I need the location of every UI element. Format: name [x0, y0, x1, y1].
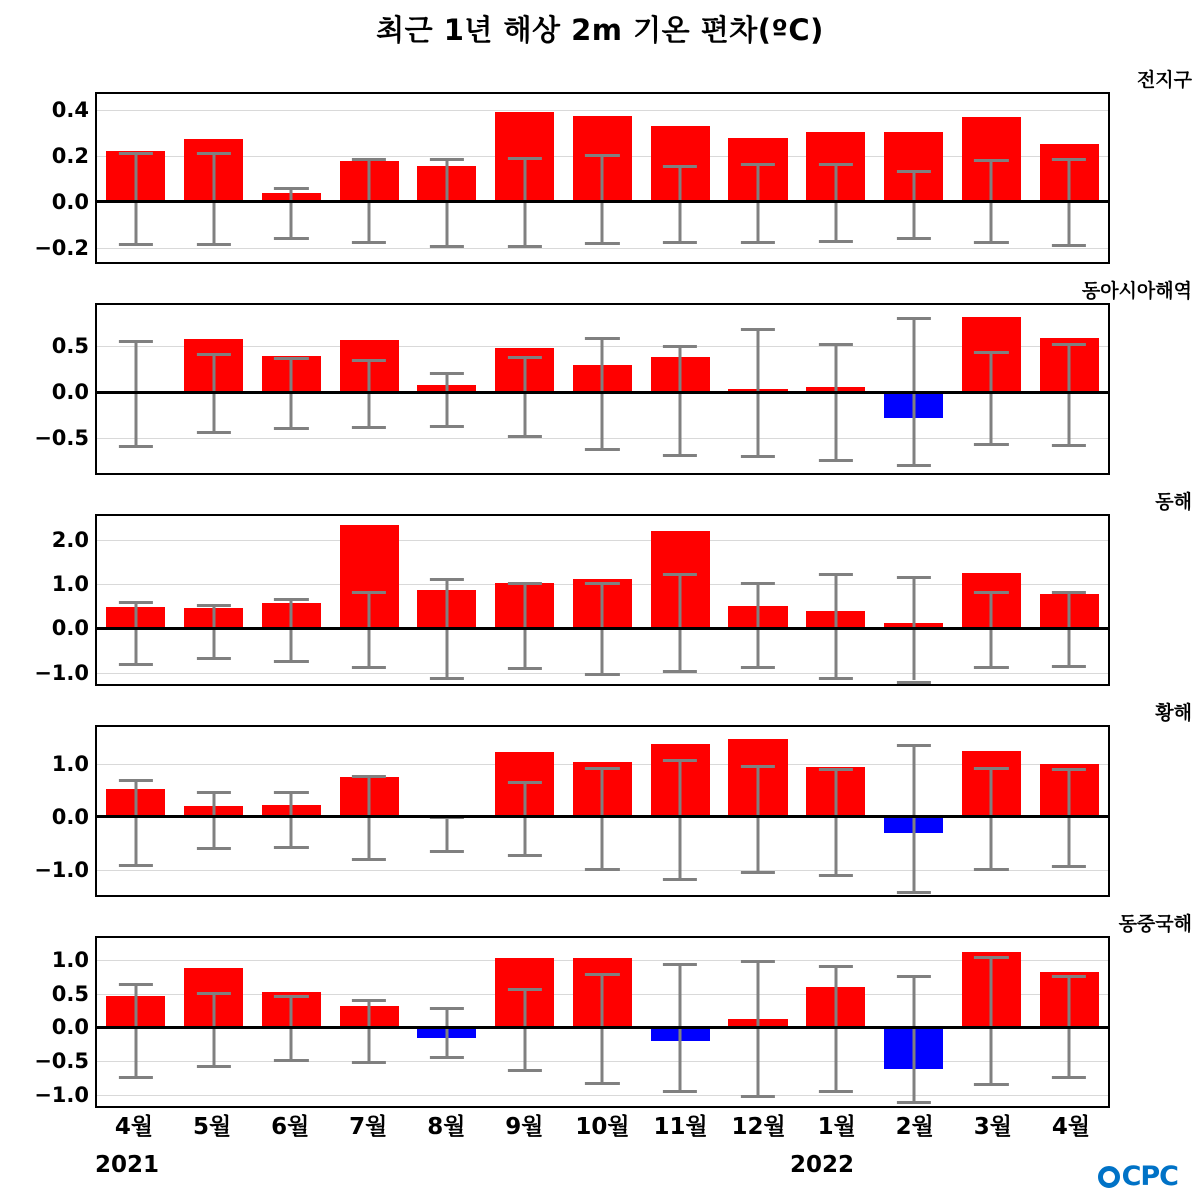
bar-slot	[330, 94, 408, 262]
y-axis-tick-label: 2.0	[51, 528, 89, 553]
error-bar	[679, 345, 682, 454]
y-axis-tick-label: 0.5	[51, 334, 89, 359]
panel-title: 동아시아해역	[1081, 280, 1192, 302]
panel-title: 동중국해	[1118, 913, 1192, 935]
x-axis-year-right: 2022	[790, 1152, 855, 1178]
bar-slot	[719, 938, 797, 1106]
error-bar-cap-bottom	[974, 1083, 1008, 1086]
error-bar-cap-bottom	[741, 871, 775, 874]
error-bar	[134, 983, 137, 1076]
chart-panel	[0, 913, 1200, 1108]
error-bar-cap-top	[1052, 343, 1086, 346]
error-bar-cap-top	[1052, 975, 1086, 978]
error-bar-cap-top	[585, 337, 619, 340]
error-bar-cap-top	[119, 779, 153, 782]
x-axis-year-left: 2021	[95, 1152, 160, 1178]
error-bar-cap-top	[819, 768, 853, 771]
bar-slot	[1030, 305, 1108, 473]
cpc-logo	[1098, 1161, 1178, 1192]
page-title: 최근 1년 해상 2m 기온 편차(ºC)	[376, 13, 824, 47]
error-bar-cap-top	[352, 775, 386, 778]
error-bar-cap-bottom	[352, 241, 386, 244]
bar-slot	[175, 516, 253, 684]
error-bar-cap-top	[197, 152, 231, 155]
error-bar-cap-top	[819, 163, 853, 166]
error-bar-cap-top	[508, 781, 542, 784]
error-bar-cap-bottom	[896, 891, 930, 894]
error-bar-cap-bottom	[197, 847, 231, 850]
error-bar-cap-top	[974, 956, 1008, 959]
error-bar-cap-top	[585, 582, 619, 585]
error-bar	[445, 816, 448, 850]
error-bar-cap-top	[741, 960, 775, 963]
error-bar-cap-top	[1052, 591, 1086, 594]
error-bar-cap-bottom	[274, 660, 308, 663]
error-bar-cap-bottom	[508, 245, 542, 248]
error-bar-cap-top	[819, 343, 853, 346]
error-bar-cap-top	[974, 591, 1008, 594]
error-bar-cap-top	[197, 604, 231, 607]
bar-slot	[486, 305, 564, 473]
error-bar-cap-bottom	[274, 237, 308, 240]
y-axis-tick-label: −0.5	[34, 1049, 89, 1074]
error-bar-cap-bottom	[508, 854, 542, 857]
error-bar-cap-bottom	[741, 666, 775, 669]
error-bar-cap-top	[896, 576, 930, 579]
bar-slot	[564, 938, 642, 1106]
bar-slot	[97, 938, 175, 1106]
error-bar-cap-bottom	[741, 455, 775, 458]
error-bar	[990, 351, 993, 443]
error-bar-cap-bottom	[819, 874, 853, 877]
bar-slot	[330, 516, 408, 684]
error-bar	[601, 154, 604, 242]
error-bar-cap-top	[585, 973, 619, 976]
error-bar-cap-top	[741, 765, 775, 768]
error-bar-cap-bottom	[663, 241, 697, 244]
bar-slot	[564, 305, 642, 473]
error-bar	[834, 343, 837, 459]
error-bar-cap-bottom	[663, 1090, 697, 1093]
error-bar-cap-bottom	[508, 435, 542, 438]
error-bar-cap-top	[585, 154, 619, 157]
error-bar-cap-bottom	[663, 454, 697, 457]
bar-slot	[97, 305, 175, 473]
error-bar	[834, 573, 837, 677]
y-axis-tick-label: −0.5	[34, 426, 89, 451]
bar-slot	[719, 94, 797, 262]
bar-series	[97, 727, 1108, 895]
plot-area	[34, 514, 1110, 686]
error-bar-cap-bottom	[508, 667, 542, 670]
x-axis-tick-label: 3월	[973, 1114, 1012, 1140]
x-axis	[95, 1108, 1110, 1168]
bar-slot	[875, 938, 953, 1106]
error-bar	[679, 573, 682, 670]
panel-title: 황해	[1155, 702, 1192, 724]
bar-slot	[719, 727, 797, 895]
plot-area	[34, 92, 1110, 264]
error-bar	[212, 604, 215, 657]
error-bar	[523, 356, 526, 435]
error-bar	[757, 582, 760, 666]
error-bar-cap-bottom	[430, 425, 464, 428]
error-bar-cap-top	[274, 187, 308, 190]
error-bar-cap-bottom	[352, 666, 386, 669]
zero-axis-line	[97, 200, 1108, 203]
error-bar-cap-top	[119, 340, 153, 343]
y-axis-tick-label: 0.0	[51, 616, 89, 641]
bar-slot	[97, 727, 175, 895]
bar-slot	[641, 305, 719, 473]
bar-slot	[641, 938, 719, 1106]
bar-slot	[797, 305, 875, 473]
error-bar-cap-bottom	[197, 431, 231, 434]
bar-slot	[486, 94, 564, 262]
bar-series	[97, 94, 1108, 262]
zero-axis-line	[97, 1026, 1108, 1029]
error-bar-cap-top	[896, 975, 930, 978]
zero-axis-line	[97, 627, 1108, 630]
bar-slot	[952, 94, 1030, 262]
error-bar	[368, 999, 371, 1061]
error-bar-cap-bottom	[197, 657, 231, 660]
error-bar-cap-top	[585, 767, 619, 770]
error-bar-cap-bottom	[430, 245, 464, 248]
bar-slot	[1030, 938, 1108, 1106]
logo-text: CPC	[1121, 1161, 1178, 1192]
bar-slot	[330, 727, 408, 895]
error-bar-cap-bottom	[819, 459, 853, 462]
bar-slot	[253, 305, 331, 473]
error-bar-cap-top	[352, 591, 386, 594]
error-bar-cap-bottom	[1052, 244, 1086, 247]
error-bar-cap-top	[663, 963, 697, 966]
error-bar	[834, 768, 837, 874]
y-axis-tick-label: 0.5	[51, 981, 89, 1006]
error-bar-cap-bottom	[197, 1065, 231, 1068]
bar-series	[97, 516, 1108, 684]
bar-slot	[1030, 727, 1108, 895]
error-bar-cap-top	[819, 573, 853, 576]
error-bar-cap-bottom	[119, 445, 153, 448]
error-bar-cap-top	[896, 317, 930, 320]
chart-panel	[0, 702, 1200, 897]
x-axis-tick-label: 2월	[895, 1114, 934, 1140]
y-axis-tick-label: 1.0	[51, 752, 89, 777]
chart-panel	[0, 280, 1200, 475]
error-bar-cap-top	[896, 744, 930, 747]
error-bar-cap-top	[974, 351, 1008, 354]
error-bar	[134, 779, 137, 864]
y-axis-tick-label: 0.2	[51, 143, 89, 168]
y-axis-tick-label: −1.0	[34, 660, 89, 685]
error-bar-cap-bottom	[663, 878, 697, 881]
bar-slot	[330, 938, 408, 1106]
plot-area	[34, 725, 1110, 897]
error-bar-cap-bottom	[1052, 1076, 1086, 1079]
error-bar-cap-top	[430, 158, 464, 161]
error-bar-cap-bottom	[741, 1095, 775, 1098]
y-axis-tick-label: 0.0	[51, 380, 89, 405]
x-axis-tick-label: 7월	[349, 1114, 388, 1140]
error-bar-cap-top	[274, 791, 308, 794]
error-bar-cap-top	[274, 598, 308, 601]
error-bar-cap-top	[119, 983, 153, 986]
error-bar	[912, 975, 915, 1101]
error-bar-cap-bottom	[585, 868, 619, 871]
error-bar	[134, 152, 137, 243]
error-bar-cap-top	[197, 353, 231, 356]
bar-slot	[408, 305, 486, 473]
plot-area	[34, 936, 1110, 1108]
bar-slot	[97, 516, 175, 684]
bar-slot	[408, 94, 486, 262]
error-bar-cap-bottom	[274, 1059, 308, 1062]
error-bar-cap-bottom	[508, 1069, 542, 1072]
error-bar-cap-bottom	[663, 670, 697, 673]
error-bar-cap-bottom	[741, 241, 775, 244]
bar-slot	[641, 727, 719, 895]
y-axis-tick-label: 0.0	[51, 189, 89, 214]
bar-slot	[564, 727, 642, 895]
bar-slot	[175, 727, 253, 895]
bar-slot	[797, 727, 875, 895]
error-bar-cap-bottom	[352, 858, 386, 861]
x-axis-tick-label: 4월	[1051, 1114, 1091, 1140]
error-bar-cap-top	[1052, 158, 1086, 161]
zero-axis-line	[97, 391, 1108, 394]
x-axis-tick-label: 12월	[731, 1114, 786, 1140]
error-bar-cap-bottom	[1052, 665, 1086, 668]
error-bar-cap-top	[741, 163, 775, 166]
error-bar-cap-bottom	[352, 426, 386, 429]
x-axis-tick-label: 10월	[575, 1114, 630, 1140]
error-bar	[990, 956, 993, 1083]
error-bar-cap-top	[663, 345, 697, 348]
error-bar-cap-top	[119, 152, 153, 155]
error-bar	[212, 152, 215, 243]
error-bar-cap-top	[430, 578, 464, 581]
bar-slot	[253, 516, 331, 684]
error-bar-cap-top	[663, 573, 697, 576]
bar-slot	[952, 516, 1030, 684]
bar-slot	[253, 938, 331, 1106]
y-axis-tick-label: 1.0	[51, 947, 89, 972]
error-bar-cap-bottom	[197, 243, 231, 246]
error-bar-cap-top	[119, 601, 153, 604]
bar-slot	[875, 94, 953, 262]
bar-slot	[486, 516, 564, 684]
error-bar-cap-bottom	[819, 677, 853, 680]
bar-slot	[875, 305, 953, 473]
bar-slot	[719, 305, 797, 473]
bar-slot	[1030, 516, 1108, 684]
error-bar-cap-bottom	[896, 1101, 930, 1104]
bar-slot	[1030, 94, 1108, 262]
error-bar-cap-bottom	[974, 443, 1008, 446]
y-axis-tick-label: 1.0	[51, 572, 89, 597]
error-bar	[912, 170, 915, 238]
error-bar-cap-bottom	[896, 237, 930, 240]
error-bar-cap-bottom	[119, 1076, 153, 1079]
bar-slot	[486, 727, 564, 895]
y-axis-tick-label: −1.0	[34, 857, 89, 882]
error-bar-cap-top	[352, 158, 386, 161]
bar-slot	[875, 516, 953, 684]
error-bar-cap-bottom	[896, 464, 930, 467]
error-bar-cap-top	[663, 165, 697, 168]
bar-slot	[641, 94, 719, 262]
error-bar-cap-bottom	[585, 448, 619, 451]
error-bar-cap-top	[352, 359, 386, 362]
bar-slot	[97, 94, 175, 262]
bar-series	[97, 305, 1108, 473]
y-axis-tick-label: −0.2	[34, 235, 89, 260]
bar-slot	[408, 938, 486, 1106]
error-bar-cap-top	[1052, 768, 1086, 771]
error-bar-cap-top	[663, 759, 697, 762]
error-bar-cap-top	[741, 328, 775, 331]
error-bar-cap-top	[974, 159, 1008, 162]
bar-slot	[175, 938, 253, 1106]
y-axis-tick-label: 0.4	[51, 98, 89, 123]
error-bar	[445, 1007, 448, 1056]
chart-panel	[0, 69, 1200, 264]
error-bar-cap-top	[508, 988, 542, 991]
chart-panel	[0, 491, 1200, 686]
error-bar-cap-top	[896, 170, 930, 173]
error-bar	[134, 601, 137, 663]
bar-slot	[408, 516, 486, 684]
error-bar-cap-bottom	[274, 427, 308, 430]
error-bar-cap-bottom	[819, 240, 853, 243]
x-axis-tick-label: 8월	[427, 1114, 466, 1140]
error-bar-cap-bottom	[585, 242, 619, 245]
error-bar-cap-bottom	[1052, 865, 1086, 868]
bar-slot	[486, 938, 564, 1106]
error-bar-cap-top	[352, 999, 386, 1002]
bar-slot	[952, 727, 1030, 895]
error-bar-cap-top	[274, 995, 308, 998]
error-bar-cap-top	[430, 372, 464, 375]
panel-title: 전지구	[1136, 69, 1192, 91]
bar-series	[97, 938, 1108, 1106]
bar-slot	[408, 727, 486, 895]
y-axis-tick-label: 0.0	[51, 804, 89, 829]
x-axis-tick-label: 4월	[114, 1114, 154, 1140]
error-bar-cap-bottom	[430, 850, 464, 853]
bar-slot	[641, 516, 719, 684]
error-bar-cap-top	[974, 767, 1008, 770]
bar-slot	[719, 516, 797, 684]
bar-slot	[952, 305, 1030, 473]
logo-ring-icon	[1098, 1166, 1120, 1188]
x-axis-tick-label: 1월	[817, 1114, 856, 1140]
error-bar-cap-bottom	[1052, 444, 1086, 447]
bar-slot	[330, 305, 408, 473]
error-bar-cap-bottom	[352, 1061, 386, 1064]
error-bar-cap-bottom	[585, 1082, 619, 1085]
bar-slot	[564, 94, 642, 262]
error-bar-cap-bottom	[430, 1056, 464, 1059]
error-bar	[445, 372, 448, 424]
error-bar-cap-bottom	[119, 243, 153, 246]
x-axis-tick-label: 9월	[505, 1114, 544, 1140]
bar-slot	[175, 305, 253, 473]
error-bar-cap-bottom	[896, 681, 930, 684]
error-bar-cap-bottom	[119, 864, 153, 867]
error-bar-cap-top	[430, 1007, 464, 1010]
error-bar-cap-top	[819, 965, 853, 968]
error-bar-cap-bottom	[974, 666, 1008, 669]
error-bar-cap-top	[508, 157, 542, 160]
bar-slot	[564, 516, 642, 684]
y-axis-tick-label: −1.0	[34, 1083, 89, 1108]
error-bar	[523, 582, 526, 667]
bar-slot	[253, 727, 331, 895]
error-bar	[290, 187, 293, 237]
error-bar-cap-bottom	[119, 663, 153, 666]
error-bar-cap-top	[274, 357, 308, 360]
plot-area	[34, 303, 1110, 475]
error-bar-cap-top	[197, 992, 231, 995]
error-bar	[212, 791, 215, 848]
error-bar-cap-bottom	[974, 241, 1008, 244]
bar-slot	[175, 94, 253, 262]
bar-slot	[797, 938, 875, 1106]
x-axis-tick-label: 6월	[271, 1114, 310, 1140]
x-axis-tick-label: 5월	[192, 1114, 232, 1140]
error-bar-cap-bottom	[819, 1090, 853, 1093]
error-bar-cap-top	[741, 582, 775, 585]
zero-axis-line	[97, 815, 1108, 818]
bar-slot	[797, 516, 875, 684]
bar-slot	[952, 938, 1030, 1106]
bar-slot	[253, 94, 331, 262]
error-bar-cap-bottom	[974, 868, 1008, 871]
error-bar-cap-bottom	[585, 673, 619, 676]
error-bar-cap-bottom	[274, 846, 308, 849]
bar-slot	[797, 94, 875, 262]
error-bar-cap-top	[508, 356, 542, 359]
x-axis-tick-label: 11월	[653, 1114, 708, 1140]
bar-slot	[875, 727, 953, 895]
error-bar-cap-top	[508, 582, 542, 585]
y-axis-tick-label: 0.0	[51, 1015, 89, 1040]
panel-title: 동해	[1155, 491, 1192, 513]
error-bar-cap-top	[197, 791, 231, 794]
error-bar-cap-bottom	[430, 677, 464, 680]
